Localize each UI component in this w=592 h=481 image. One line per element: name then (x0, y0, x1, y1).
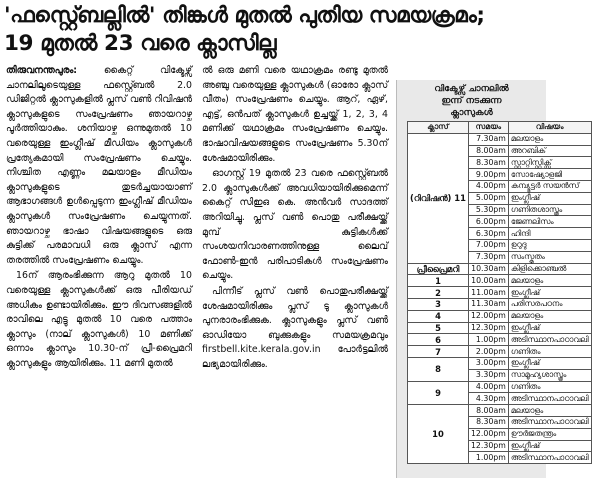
time-cell: 8.00am (468, 405, 508, 417)
class-cell: 7 (408, 346, 469, 358)
table-row (408, 263, 592, 275)
time-cell: 3.00pm (468, 357, 508, 369)
schedule-table (407, 121, 592, 464)
time-cell: 6.00pm (468, 216, 508, 228)
class-cell: 3 (408, 298, 469, 310)
time-cell: 12.00pm (468, 310, 508, 322)
subject-cell: സാമൂഹ്യശാസ്ത്രം (508, 369, 591, 381)
subject-cell: സോഷ്യോളജി (508, 169, 591, 181)
time-cell: 6.30pm (468, 228, 508, 240)
table-row (408, 357, 592, 369)
subject-cell: അറബിക് (508, 145, 591, 157)
class-cell: 1 (408, 275, 469, 287)
time-cell: 12.00pm (468, 428, 508, 440)
schedule-title (397, 80, 546, 120)
time-cell: 5.00pm (468, 192, 508, 204)
subject-cell: അടിസ്ഥാനപാഠാവലി (508, 393, 591, 405)
table-row (408, 133, 592, 145)
schedule-title-line: ക്ലാസുകൾ (450, 108, 493, 118)
subject-cell: ഇംഗ്ലീഷ് (508, 440, 591, 452)
subject-cell: ഇംഗ്ലീഷ് (508, 357, 591, 369)
subject-cell: കിളിക്കൊഞ്ചൽ (508, 263, 591, 275)
subject-cell: സ്റ്റാറ്റിസ്റ്റിക്സ് (508, 157, 591, 169)
subject-cell: ഉറുദു (508, 239, 591, 251)
subject-cell: മലയാളം (508, 405, 591, 417)
article-column-2 (202, 64, 388, 478)
subject-cell: ഇംഗ്ലീഷ് (508, 322, 591, 334)
subject-cell: മലയാളം (508, 310, 591, 322)
table-row (408, 322, 592, 334)
schedule-header-row (408, 122, 592, 134)
time-cell: 12.30pm (468, 322, 508, 334)
time-cell: 12.30pm (468, 440, 508, 452)
time-cell: 10.30am (468, 263, 508, 275)
article-paragraph (6, 64, 192, 268)
header-subject: വിഷയം (508, 122, 591, 134)
time-cell: 1.00pm (468, 334, 508, 346)
table-row (408, 287, 592, 299)
subject-cell: ജേണലിസം (508, 216, 591, 228)
table-row (408, 298, 592, 310)
class-cell: (റിവിഷൻ) 11 (408, 133, 469, 263)
subject-cell: മലയാളം (508, 275, 591, 287)
table-row (408, 275, 592, 287)
article-column-1 (6, 64, 192, 478)
subject-cell: ഹിന്ദി (508, 228, 591, 240)
subject-cell: ഇംഗ്ലീഷ് (508, 287, 591, 299)
class-cell: 6 (408, 334, 469, 346)
time-cell: 4.00pm (468, 180, 508, 192)
time-cell: 1.00pm (468, 452, 508, 464)
subject-cell: ഗണിതം (508, 346, 591, 358)
schedule-title-line: ഇന്ന് നടക്കുന്ന (441, 96, 502, 106)
table-row (408, 346, 592, 358)
article-paragraph-text: കൈറ്റ് വിക്ടേഴ്സ് ചാനലിലൂടെയുള്ള ഫസ്റ്റ്ബെൽ 2.0 ഡിജിറ്റൽ ക്ലാസുകളിൽ പ്ലസ് വൺ റിവിഷൻ ക്ലാസുകളുടെ സംപ്രേഷണം ഞായറാഴ്ച പൂർത്തിയാകും. ശനിയാഴ്ച ഒന്നുമുതൽ 10 വരെയുള്ള ഇംഗ്ലീഷ് മീഡിയം ക്ലാസുകൾ പ്രത്യേകമായി സംപ്രേഷണം ചെയ്യും. നിശ്ചിത എണ്ണം മലയാളം മീഡിയം ക്ലാസുകളുടെ തുടർച്ചയായാണ് ആഭാഗങ്ങൾ ഉൾപ്പെടുന്ന ഇംഗ്ലീഷ് മീഡിയം ക്ലാസുകൾ സംപ്രേഷണം ചെയ്യുന്നത്. ഞായറാഴ്ച ഭാഷാ വിഷയങ്ങളുടെ ഒരു കുട്ടിക്ക് പരമാവധി ഒരു ക്ലാസ് എന്ന തരത്തിൽ സംപ്രേഷണം ചെയ്യും. (6, 65, 192, 266)
subject-cell: കമ്പ്യൂട്ടർ സയൻസ് (508, 180, 591, 192)
class-cell: 5 (408, 322, 469, 334)
headline (4, 2, 544, 58)
subject-cell: അടിസ്ഥാനപാഠാവലി (508, 452, 591, 464)
table-row (408, 310, 592, 322)
time-cell: 8.00am (468, 145, 508, 157)
subject-cell: ഊർജതന്ത്രം (508, 428, 591, 440)
time-cell: 8.30am (468, 416, 508, 428)
class-cell: 2 (408, 287, 469, 299)
header-class: ക്ലാസ് (408, 122, 469, 134)
subject-cell: പരിസരപഠനം (508, 298, 591, 310)
headline-line-2: 19 മുതൽ 23 വരെ ക്ലാസില്ല (4, 31, 277, 56)
time-cell: 4.30pm (468, 393, 508, 405)
table-row (408, 334, 592, 346)
subject-cell: ഇംഗ്ലീഷ് (508, 192, 591, 204)
class-cell: 10 (408, 405, 469, 464)
time-cell: 7.00pm (468, 239, 508, 251)
time-cell: 5.30pm (468, 204, 508, 216)
time-cell: 7.30pm (468, 251, 508, 263)
article-paragraph: 16ന് ആരംഭിക്കുന്ന ആറു മുതൽ 10 വരെയുള്ള ക്ലാസുകൾക്ക് ഒരു പീരിയഡ് അധികം ഉണ്ടായിരിക്കും. ഈ ദിവസങ്ങളിൽ രാവിലെ എട്ടു മുതൽ 10 വരെ പത്താം ക്ലാസും (നാല് ക്ലാസുകൾ) 10 മണിക്ക് ഒന്നാം ക്ലാസും 10.30-ന് പ്രീ-പ്രൈമറി ക്ലാസുകളും ആയിരിക്കും. 11 മണി മുതൽ (6, 270, 192, 369)
time-cell: 11.00am (468, 287, 508, 299)
table-row (408, 405, 592, 417)
subject-cell: ഗണിതം (508, 381, 591, 393)
class-cell: 8 (408, 357, 469, 381)
class-cell: 4 (408, 310, 469, 322)
time-cell: 3.30pm (468, 369, 508, 381)
subject-cell: മലയാളം (508, 133, 591, 145)
header-time: സമയം (468, 122, 508, 134)
subject-cell: അടിസ്ഥാനപാഠാവലി (508, 416, 591, 428)
time-cell: 7.30am (468, 133, 508, 145)
table-row (408, 381, 592, 393)
dateline: തിരുവനന്തപുരം: (6, 65, 78, 76)
subject-cell: സംസ്കൃതം (508, 251, 591, 263)
class-cell: പ്രീപ്രൈമറി (408, 263, 469, 275)
schedule-title-line: വിക്ടേഴ്സ് ചാനലിൽ (434, 84, 509, 94)
time-cell: 4.00pm (468, 381, 508, 393)
article-body (6, 64, 388, 478)
time-cell: 2.00pm (468, 346, 508, 358)
subject-cell: അടിസ്ഥാനപാഠാവലി (508, 334, 591, 346)
article-paragraph: ഓഗസ്റ്റ് 19 മുതൽ 23 വരെ ഫസ്റ്റ്ബെൽ 2.0 ക്ലാസുകൾക്ക് അവധിയായിരിക്കുമെന്ന് കൈറ്റ് സിഇഒ കെ. അൻവർ സാദത്ത് അറിയിച്ചു. പ്ലസ് വൺ പൊതു പരീക്ഷയ്ക്ക് മുമ്പ് കുട്ടികൾക്ക് സംശയനിവാരണത്തിനുള്ള ലൈവ് ഫോൺ-ഇൻ പരിപാടികൾ സംപ്രേഷണം ചെയ്യും. (202, 168, 388, 282)
schedule-sidebar (396, 80, 589, 478)
article-paragraph: പിന്നീട് പ്ലസ് വൺ പൊതുപരീക്ഷയ്ക്ക് ശേഷമായിരിക്കും പ്ലസ് ടു ക്ലാസുകൾ പുനരാരംഭിക്കുക. ക്ലാസുകളും പ്ലസ് വൺ ഓഡിയോ ബുക്കുകളും സമയക്രമവും firstbell.kite.kerala.gov.in പോർട്ടലിൽ ലഭ്യമായിരിക്കും. (202, 285, 388, 370)
time-cell: 11.30am (468, 298, 508, 310)
subject-cell: ഗണിതശാസ്ത്രം (508, 204, 591, 216)
time-cell: 9.00pm (468, 169, 508, 181)
class-cell: 9 (408, 381, 469, 405)
headline-line-1: 'ഫസ്റ്റ്ബെല്ലിൽ' തിങ്കൾ മുതൽ പുതിയ സമയക്രമം; (4, 3, 485, 28)
schedule-rows (408, 133, 592, 463)
time-cell: 8.30am (468, 157, 508, 169)
time-cell: 10.00am (468, 275, 508, 287)
article-paragraph: ൽ ഒരു മണി വരെ യഥാക്രമം രണ്ടു മുതൽ അഞ്ചു വരെയുള്ള ക്ലാസുകൾ (ഓരോ ക്ലാസ് വീതം) സംപ്രേഷണം ചെയ്യും. ആറ്, ഏഴ്, എട്ട്, ഒൻപത് ക്ലാസുകൾ ഉച്ചയ്ക്ക് 1, 2, 3, 4 മണിക്ക് യഥാക്രമം സംപ്രേഷണം ചെയ്യും. ഭാഷാവിഷയങ്ങളുടെ സംപ്രേഷണം 5.30ന് ശേഷമായിരിക്കും. (202, 65, 388, 164)
